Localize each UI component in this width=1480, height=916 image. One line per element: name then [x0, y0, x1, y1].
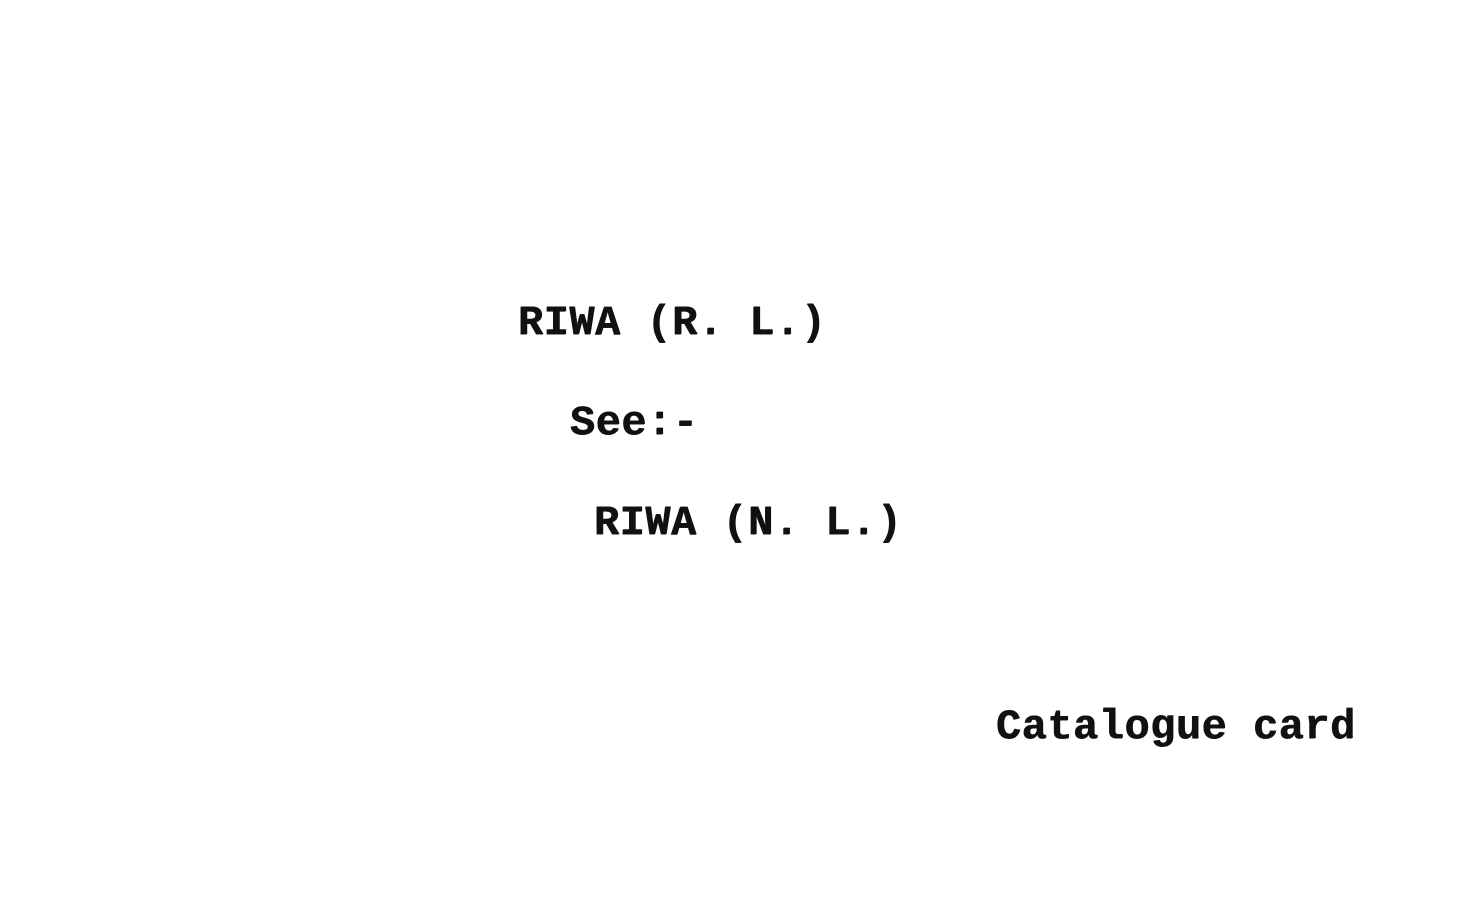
card-type-label: Catalogue card	[996, 703, 1356, 751]
card-heading: RIWA (R. L.)	[518, 299, 827, 347]
see-label: See:-	[570, 399, 699, 447]
cross-reference: RIWA (N. L.)	[594, 499, 903, 547]
